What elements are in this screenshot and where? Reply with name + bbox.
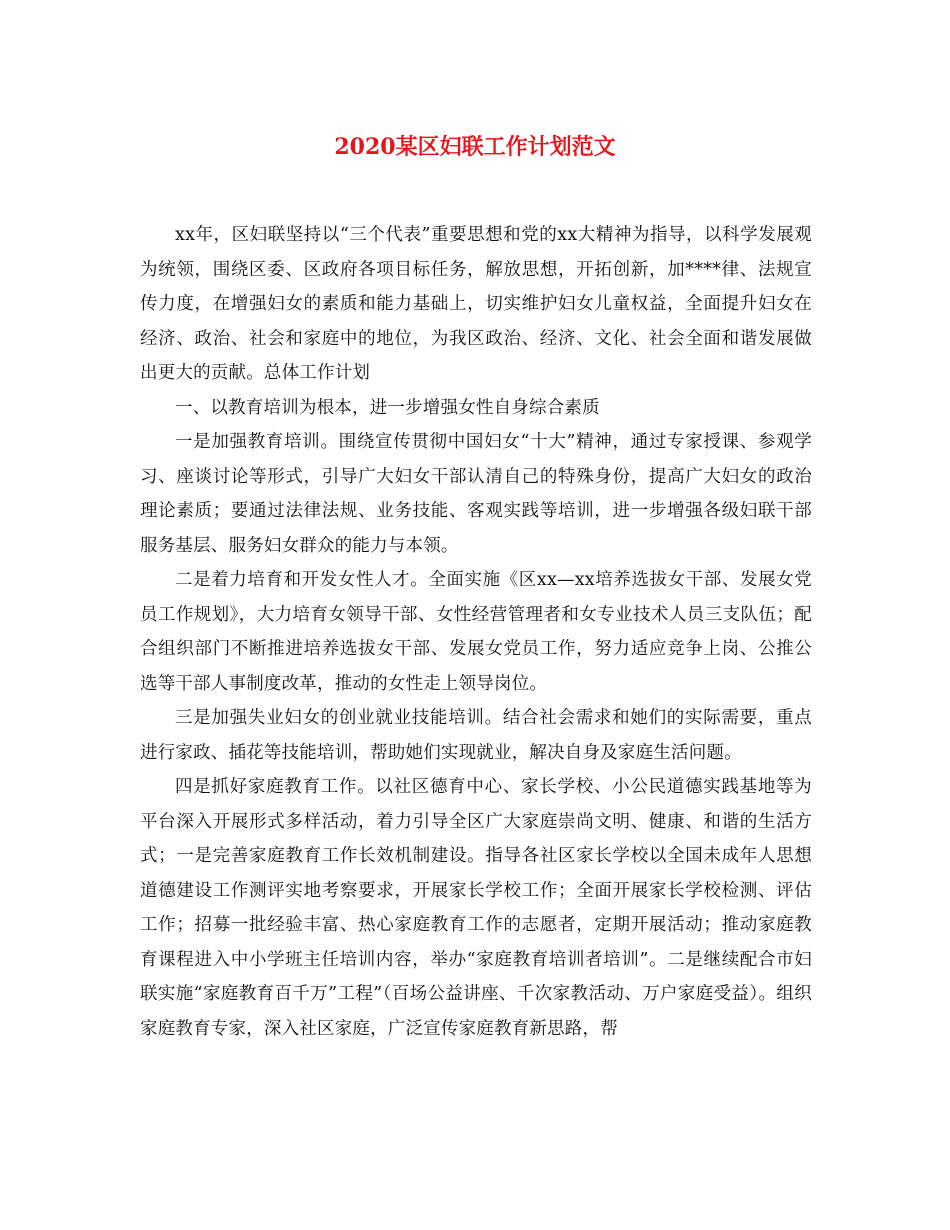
paragraph-education-training: 一是加强教育培训。围绕宣传贯彻中国妇女“十大”精神，通过专家授课、参观学习、座谈讨论等形式，引导广大妇女干部认清自己的特殊身份，提高广大妇女的政治理论素质；要通过法律法规、业务技能、客观实践等培训，进一步增强各级妇联干部服务基层、服务妇女群众的能力与本领。 [140, 432, 812, 556]
paragraph-intro: xx年，区妇联坚持以“三个代表”重要思想和党的xx大精神为指导，以科学发展观为统领，围绕区委、区政府各项目标任务，解放思想，开拓创新，加****律、法规宣传力度，在增强妇女的素质和能力基础上，切实维护妇女儿童权益，全面提升妇女在经济、政治、社会和家庭中的地位，为我区政治、经济、文化、社会全面和谐发展做出更大的贡献。总体工作计划 [140, 225, 812, 383]
paragraph-female-talent: 二是着力培育和开发女性人才。全面实施《区xx—xx培养选拔女干部、发展女党员工作规划》，大力培育女领导干部、女性经营管理者和女专业技术人员三支队伍；配合组织部门不断推进培养选拔女干部、发展女党员工作，努力适应竞争上岗、公推公选等干部人事制度改革，推动的女性走上领导岗位。 [140, 570, 812, 694]
section-heading-1: 一、以教育培训为根本，进一步增强女性自身综合素质 [175, 397, 600, 418]
document-body [140, 218, 812, 1046]
paragraph-employment-training: 三是加强失业妇女的创业就业技能培训。结合社会需求和她们的实际需要，重点进行家政、插花等技能培训，帮助她们实现就业，解决自身及家庭生活问题。 [140, 708, 812, 763]
paragraph-family-education: 四是抓好家庭教育工作。以社区德育中心、家长学校、小公民道德实践基地等为平台深入开展形式多样活动，着力引导全区广大家庭崇尚文明、健康、和谐的生活方式；一是完善家庭教育工作长效机制建设。指导各社区家长学校以全国未成年人思想道德建设工作测评实地考察要求，开展家长学校工作；全面开展家长学校检测、评估工作；招募一批经验丰富、热心家庭教育工作的志愿者，定期开展活动；推动家庭教育课程进入中小学班主任培训内容，举办“家庭教育培训者培训”。二是继续配合市妇联实施“家庭教育百千万”工程”（百场公益讲座、千次家教活动、万户家庭受益）。组织家庭教育专家，深入社区家庭，广泛宣传家庭教育新思路，帮 [140, 777, 812, 1039]
document-title: 2020某区妇联工作计划范文 [334, 134, 616, 160]
